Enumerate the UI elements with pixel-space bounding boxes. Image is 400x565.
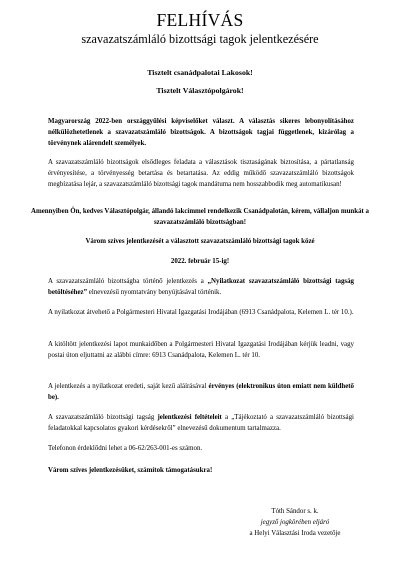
signature-role-1 bbox=[240, 517, 350, 528]
p9-text-a: A szavazatszámláló bizottsági tagság bbox=[48, 414, 158, 421]
greeting-line-2: Tisztelt Választópolgárok! bbox=[156, 86, 244, 95]
paragraph-signature-requirement bbox=[48, 381, 354, 403]
paragraph-submission: A kitöltött jelentkezési lapot munkaidőben a Polgármesteri Hivatal Igazgatási Irodájában kérjük leadni, vagy postai úton eljuttatni az alábbi címre: 6913 Csanádpalota, Kelemen L. tér 10. bbox=[48, 341, 354, 359]
signature-role-1-text: jegyző jogkörében eljáró bbox=[260, 519, 330, 526]
page-subtitle: szavazatszámláló bizottsági tagok jelentkezésére bbox=[81, 32, 319, 46]
p8-text-a: A jelentkezés a nyilatkozat eredeti, saját kezű aláírásával bbox=[48, 383, 209, 390]
p9-text-c: a „Tájékoztató a szavazatszámláló bizottsági feladatokkal kapcsolatos gyakori kérdésekről” elnevezésű dokumentum tartalmazza. bbox=[48, 414, 354, 432]
p9-bold: jelentkezési feltételeit bbox=[157, 414, 222, 421]
p8-bold: érvényes (elektronikus úton emiatt nem küldhető be). bbox=[48, 383, 355, 401]
paragraph-pickup-location: A nyilatkozat átvehető a Polgármesteri Hivatal Igazgatási Irodájában (6913 Csanádpalota, Kelemen L. tér 10.). bbox=[48, 309, 354, 316]
signature-name: Tóth Sándor s. k. bbox=[271, 508, 319, 515]
page-title: FELHÍVÁS bbox=[156, 10, 244, 30]
paragraph-call-to-action: Amennyiben Ön, kedves Választópolgár, állandó lakcímmel rendelkezik Csanádpalotán, kérem, vállaljon munkát a szavazatszámláló bizottságban! bbox=[31, 208, 369, 226]
paragraph-application-form bbox=[48, 276, 354, 298]
greeting-line-1: Tisztelt csanádpalotai Lakosok! bbox=[147, 68, 253, 77]
signature-role-2: a Helyi Választási Iroda vezetője bbox=[249, 530, 341, 537]
paragraph-duties: A szavazatszámláló bizottságok elsődleges feladata a választások tisztaságának biztosítása, a pártatlanság érvényesítése, a törvényesség betartása és betartatása. Az eddig működő szavazatszámláló bizottságok megbízatása lejár, a szavazatszámláló bizottsági tagok mandátuma nem hosszabbodik meg automatikusan! bbox=[48, 159, 354, 188]
paragraph-conditions bbox=[48, 412, 354, 434]
paragraph-closing: Várom szíves jelentkezésüket, számítok támogatásukra! bbox=[48, 467, 213, 474]
paragraph-phone: Telefonon érdeklődni lehet a 06-62/263-001-es számon. bbox=[48, 445, 203, 452]
p5-text-a: A szavazatszámláló bizottságba történő jelentkezés a bbox=[48, 278, 208, 285]
paragraph-intro: Magyarország 2022-ben országgyűlési képviselőket választ. A választás sikeres lebonyolításához nélkülözhetetlenek a szavazatszámláló bizottságok. A bizottságok tagjai függetlenek, kizárólag a törvénynek alárendelt személyek. bbox=[48, 118, 354, 147]
form-name: „Nyilatkozat szavazatszámláló bizottsági tagság betöltéséhez” bbox=[48, 278, 354, 296]
deadline-date: 2022. február 15-ig! bbox=[170, 258, 230, 265]
p5-text-c: elnevezésű nyomtatvány benyújtásával történik. bbox=[87, 289, 222, 296]
paragraph-invitation: Várom szíves jelentkezését a választott szavazatszámláló bizottsági tagok közé bbox=[85, 238, 315, 245]
